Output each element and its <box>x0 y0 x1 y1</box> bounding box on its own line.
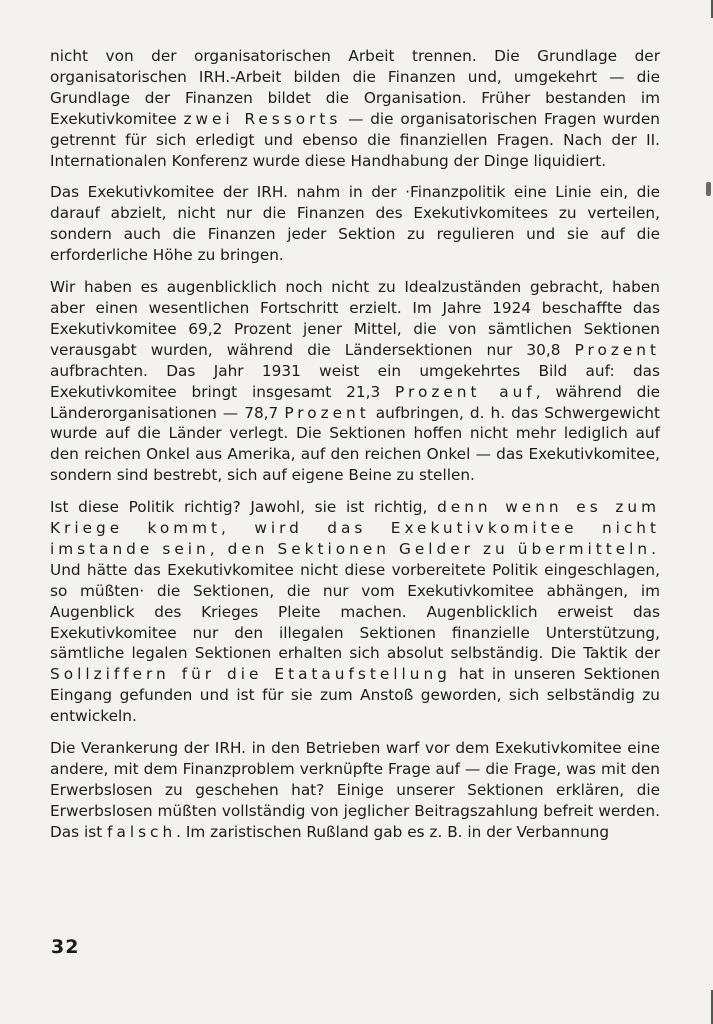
spaced-text-run: Prozent auf <box>395 382 536 401</box>
paragraph <box>50 497 660 727</box>
text-run: aufbrachten. Das Jahr 1931 weist ein umgekehrtes Bild auf: das Exekutivkomitee bringt insgesamt 21,3 <box>50 361 660 401</box>
text-run: Das Exekutivkomitee der IRH. nahm in der ·Finanzpolitik eine Linie ein, die darauf abzielt, nicht nur die Finanzen des Exekutivkomitees zu verteilen, sondern auch die Finanzen jeder Sektion zu regulieren und sie auf die erforderliche Höhe zu bringen. <box>50 183 660 265</box>
text-run: Die Verankerung der IRH. in den Betrieben warf vor dem Exekutivkomitee eine andere, mit dem Finanzproblem verknüpfte Frage auf — die Frage, was mit den Erwerbslosen zu geschehen hat? Einige unserer Sektionen erklären, die Erwerbslosen müßten vollständig von jeglicher Beitragszahlung befreit werden. Das ist <box>50 739 660 841</box>
book-page-text <box>50 46 660 854</box>
text-run: — die organisatorischen Fragen wurden getrennt für sich erledigt und ebenso die finanziellen Fragen. Nach der II. Internationalen Konferenz wurde diese Handhabung der Dinge liquidiert. <box>50 109 660 170</box>
paragraph <box>50 738 660 843</box>
text-run: , während die Länderorganisationen — 78,7 <box>50 382 661 422</box>
text-run: Wir haben es augenblicklich noch nicht zu Idealzuständen gebracht, haben aber einen wesentlichen Fortschritt erzielt. Im Jahre 1924 beschaffte das Exekutivkomitee 69,2 Prozent jener Mittel, die von sämtlichen Sektionen verausgabt wurden, während die Ländersektionen nur 30,8 <box>50 278 660 359</box>
paragraph <box>50 46 660 171</box>
spaced-text-run: Prozent <box>284 403 370 422</box>
text-run: . Im zaristischen Rußland gab es z. B. in der Verbannung <box>176 822 610 841</box>
text-run: Und hätte das Exekutivkomitee nicht diese vorbereitete Politik eingeschlagen, so müßten· die Sektionen, die nur vom Exekutivkomitee abhängen, im Augenblick des Krieges Pleite machen. Augenblicklich erweist das Exekutivkomitee nur den illegalen Sektionen finanzielle Unterstützung, sämtliche legalen Sektionen erhalten sich absolut selbständig. Die Taktik der <box>50 560 660 663</box>
paragraph <box>50 182 660 266</box>
text-run: nicht von der organisatorischen Arbeit trennen. Die Grundlage der organisatorischen IRH.-Arbeit bilden die Finanzen und, umgekehrt — die Grundlage der Finanzen bildet die Organisation. Früher bestanden im Exekutivkomitee <box>50 47 660 128</box>
paragraph <box>50 277 660 486</box>
spaced-text-run: falsch <box>107 822 177 841</box>
text-run: aufbringen, d. h. das Schwergewicht wurde auf die Länder verlegt. Die Sektionen hoffen nicht mehr lediglich auf den reichen Onkel aus Amerika, auf den reichen Onkel — das Exekutivkomitee, sondern sind bestrebt, sich auf eigene Beine zu stellen. <box>50 403 660 485</box>
page-number: 32 <box>51 936 80 958</box>
spaced-text-run: Sollziffern für die Etataufstellung <box>50 665 451 684</box>
spaced-text-run: zwei Ressorts <box>183 109 342 128</box>
spaced-text-run: denn wenn es zum Kriege kommt, wird das Exekutivkomitee nicht imstande sein, den Sektionen Gelder zu übermitteln. <box>50 498 661 558</box>
spaced-text-run: Prozent <box>574 340 660 359</box>
margin-ink-mark <box>706 182 711 196</box>
text-run: Ist diese Politik richtig? Jawohl, sie ist richtig, <box>50 498 438 517</box>
text-run: hat in unseren Sektionen Eingang gefunden und ist für sie zum Anstoß geworden, sich selbständig zu entwickeln. <box>50 665 660 726</box>
